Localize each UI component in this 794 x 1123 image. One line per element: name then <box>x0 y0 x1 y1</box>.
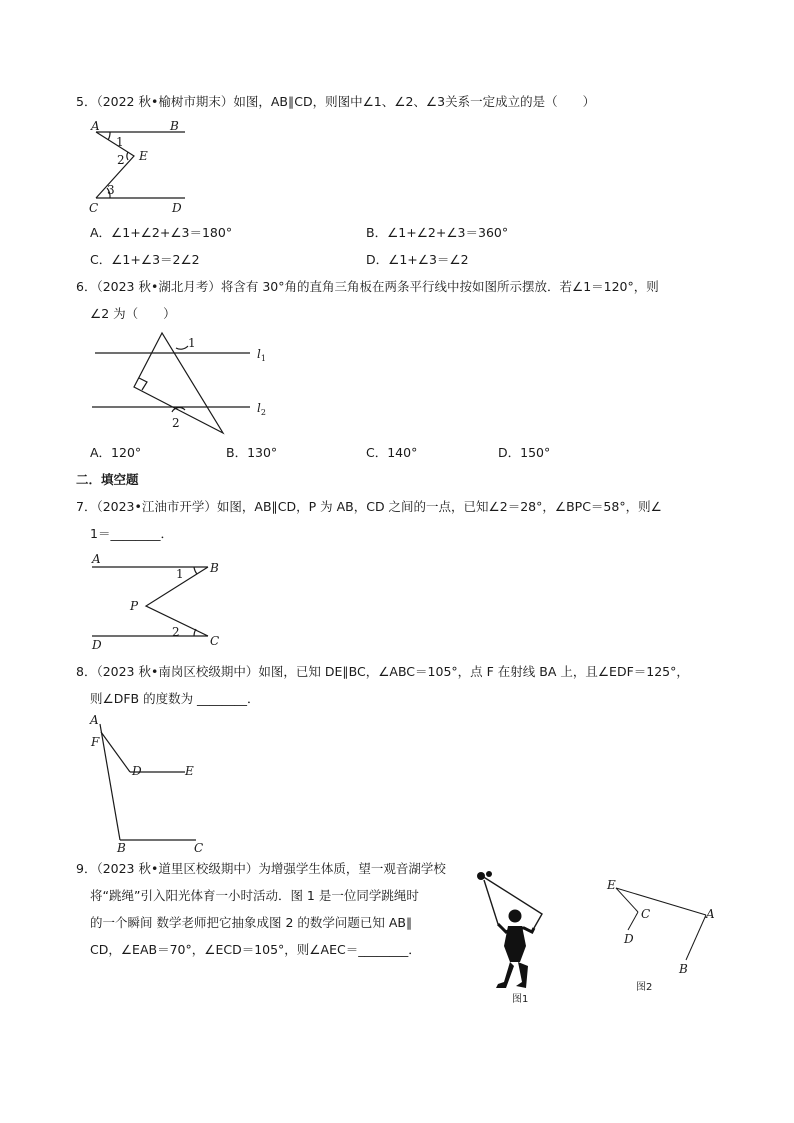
q7-angle-2: 2 <box>172 625 180 639</box>
q7-stem-line2: 1＝________． <box>90 526 173 541</box>
q6-label-l1: $l_1$ <box>257 347 266 363</box>
q7-figure <box>90 550 230 652</box>
q7-label-P: P <box>130 599 139 613</box>
q5-option-a[interactable]: A．∠1+∠2+∠3＝180° <box>90 225 233 240</box>
q7-stem-line1: 7．（2023•江油市开学）如图，AB∥CD，P 为 AB，CD 之间的一点，已知∠2＝28°，∠BPC＝58°，则∠ <box>76 499 662 514</box>
q8-label-A: A <box>90 713 99 727</box>
q5-label-E: E <box>139 149 148 163</box>
q6-option-c[interactable]: C．140° <box>366 445 418 460</box>
q8-label-E: E <box>185 764 194 778</box>
q8-label-B: B <box>117 841 126 855</box>
q6-angle-1: 1 <box>188 336 196 350</box>
q5-angle-3: 3 <box>107 183 115 197</box>
q5-label-B: B <box>170 119 179 133</box>
q9-label-C: C <box>641 907 651 921</box>
q6-option-a[interactable]: A．120° <box>90 445 142 460</box>
q9-stem-line1: 9．（2023 秋•道里区校级期中）为增强学生体质，望一观音湖学校 <box>76 861 446 876</box>
q9-figure2 <box>604 876 734 991</box>
q5-label-D: D <box>172 201 182 215</box>
q5-option-c[interactable]: C．∠1+∠3＝2∠2 <box>90 252 200 267</box>
q5-figure <box>88 116 208 215</box>
q5-option-d[interactable]: D．∠1+∠3＝∠2 <box>366 252 469 267</box>
q8-figure <box>88 712 218 855</box>
q6-option-b[interactable]: B．130° <box>226 445 278 460</box>
q9-stem-line2: 将“跳绳”引入阳光体育一小时活动．图 1 是一位同学跳绳时 <box>90 888 419 903</box>
q7-label-B: B <box>210 561 219 575</box>
q9-label-D: D <box>624 932 634 946</box>
q5-label-C: C <box>89 201 99 215</box>
q9-fig2-caption: 图2 <box>636 982 653 993</box>
q7-label-D: D <box>92 638 102 652</box>
q9-label-E: E <box>607 878 616 892</box>
q9-figure1-jump-rope-illustration <box>470 866 580 1006</box>
q7-angle-1: 1 <box>176 567 184 581</box>
q5-stem: 5．（2022 秋•榆树市期末）如图，AB∥CD，则图中∠1、∠2、∠3关系一定成立的是（ ） <box>76 94 596 109</box>
q5-angle-1: 1 <box>116 135 124 149</box>
q8-label-D: D <box>132 764 142 778</box>
q5-label-A: A <box>91 119 100 133</box>
q9-fig1-caption: 图1 <box>512 994 529 1005</box>
q9-stem-line3: 的一个瞬间 数学老师把它抽象成图 2 的数学问题已知 AB∥ <box>90 915 413 930</box>
q9-stem-line4: CD，∠EAB＝70°，∠ECD＝105°，则∠AEC＝________． <box>90 942 421 957</box>
q8-stem-line1: 8．（2023 秋•南岗区校级期中）如图，已知 DE∥BC，∠ABC＝105°，点 F 在射线 BA 上，且∠EDF＝125°， <box>76 664 689 679</box>
q6-angle-2: 2 <box>172 416 180 430</box>
q5-option-b[interactable]: B．∠1+∠2+∠3＝360° <box>366 225 509 240</box>
q8-stem-line2: 则∠DFB 的度数为 ________． <box>90 691 260 706</box>
q9-label-B: B <box>679 962 688 976</box>
q8-label-F: F <box>91 735 100 749</box>
q5-angle-2: 2 <box>117 153 125 167</box>
q6-option-d[interactable]: D．150° <box>498 445 551 460</box>
q7-label-C: C <box>210 634 220 648</box>
q6-label-l2: $l_2$ <box>257 401 266 417</box>
q9-label-A: A <box>706 907 715 921</box>
q7-label-A: A <box>92 552 101 566</box>
section-title: 二．填空题 <box>76 472 139 487</box>
q8-label-C: C <box>194 841 204 855</box>
q6-stem-line1: 6．（2023 秋•湖北月考）将含有 30°角的直角三角板在两条平行线中按如图所示摆放．若∠1＝120°，则 <box>76 279 659 294</box>
q6-stem-line2: ∠2 为（ ） <box>90 306 176 321</box>
q6-figure <box>90 330 290 435</box>
